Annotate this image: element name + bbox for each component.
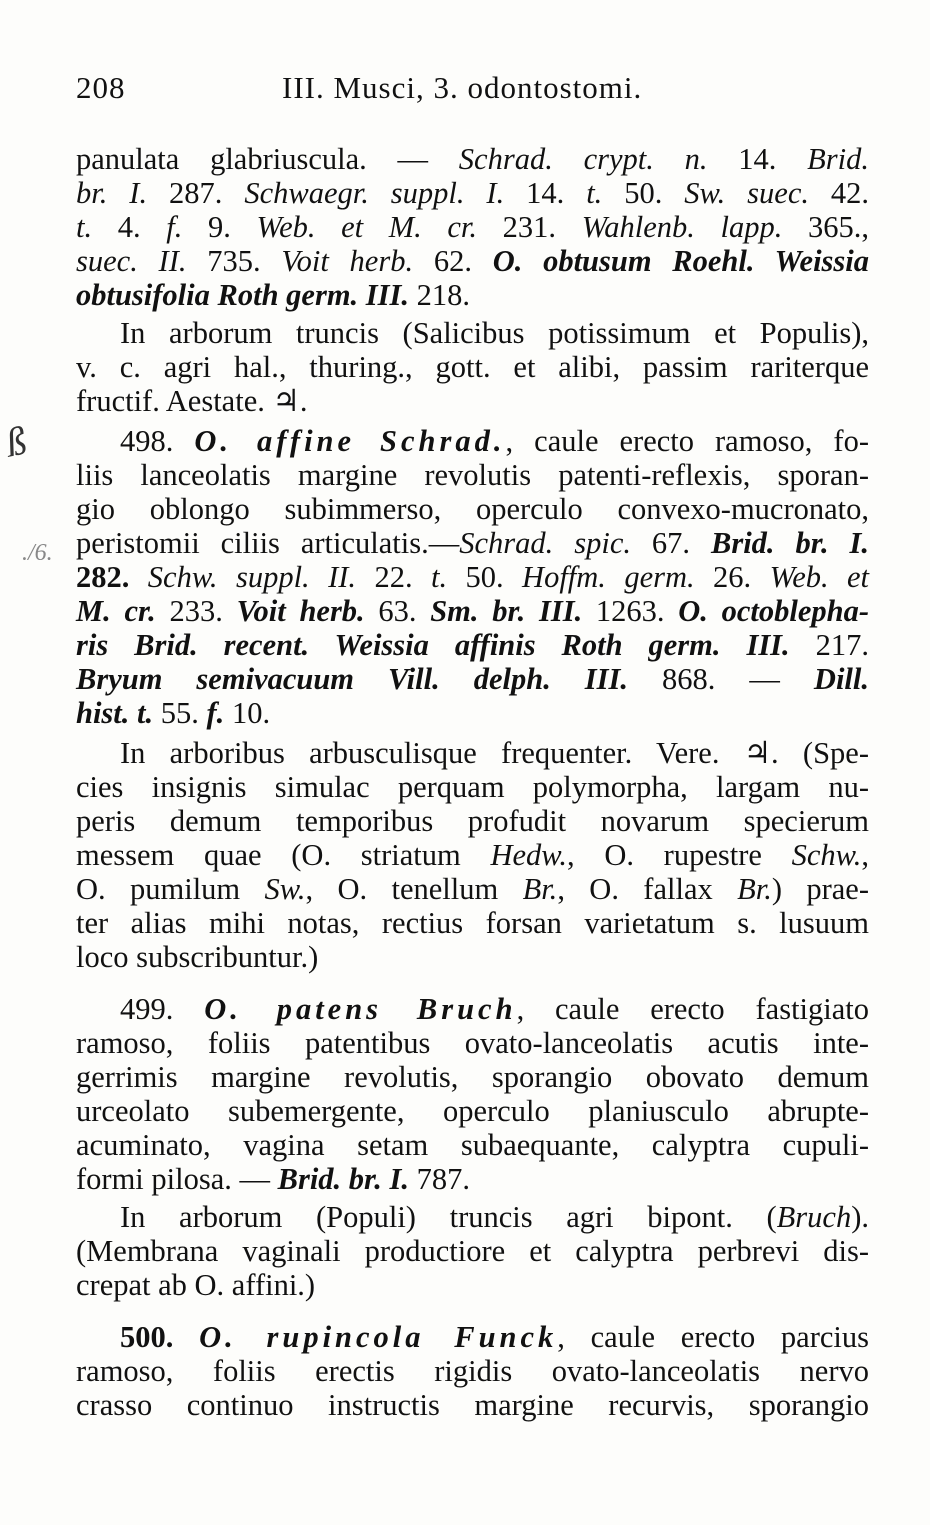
text-line: cies insignis simulac perquam polymorpha, largam nu- bbox=[76, 770, 869, 804]
text-line: acuminato, vagina setam subaequante, calyptra cupuli- bbox=[76, 1128, 869, 1162]
text-line: gio oblongo subimmerso, operculo convexo-mucronato, bbox=[76, 492, 869, 526]
text-line: In arborum truncis (Salicibus potissimum et Populis), bbox=[120, 316, 869, 350]
text-line: suec. II. 735. Voit herb. 62. O. obtusum Roehl. Weissia bbox=[76, 244, 870, 278]
text-line: hist. t. 55. f. 10. bbox=[76, 696, 271, 730]
text-line: messem quae (O. striatum Hedw., O. rupestre Schw., bbox=[76, 838, 869, 872]
text-line: In arborum (Populi) truncis agri bipont. (Bruch). bbox=[120, 1200, 869, 1234]
text-line: urceolato subemergente, operculo planiusculo abrupte- bbox=[76, 1094, 869, 1128]
text-line: peris demum temporibus profudit novarum specierum bbox=[76, 804, 869, 838]
margin-annotation-handwritten: ß bbox=[1, 417, 31, 466]
entry-heading-499: 499. O. patens Bruch, caule erecto fastigiato bbox=[120, 992, 870, 1026]
entry-heading-498: 498. O. affine Schrad., caule erecto ramoso, fo- bbox=[120, 424, 869, 458]
text-line: ter alias mihi notas, rectius forsan varietatum s. lusuum bbox=[76, 906, 869, 940]
text-line: loco subscribuntur.) bbox=[76, 940, 319, 974]
text-line: ramoso, foliis erectis rigidis ovato-lanceolatis nervo bbox=[76, 1354, 869, 1388]
text-line: crepat ab O. affini.) bbox=[76, 1268, 316, 1302]
text-line: obtusifolia Roth germ. III. 218. bbox=[76, 278, 471, 312]
running-title: III. Musci, 3. odontostomi. bbox=[282, 70, 643, 105]
text-line: O. pumilum Sw., O. tenellum Br., O. fallax Br.) prae- bbox=[76, 872, 869, 906]
text-line: 282. Schw. suppl. II. 22. t. 50. Hoffm. germ. 26. Web. et bbox=[76, 560, 870, 594]
text-line: liis lanceolatis margine revolutis patenti-reflexis, sporan- bbox=[76, 458, 869, 492]
text-line: ramoso, foliis patentibus ovato-lanceolatis acutis inte- bbox=[76, 1026, 869, 1060]
text-line: fructif. Aestate. ♃. bbox=[76, 384, 308, 418]
entry-heading-500: 500. O. rupincola Funck, caule erecto parcius bbox=[120, 1320, 869, 1354]
text-line: formi pilosa. — Brid. br. I. 787. bbox=[76, 1162, 470, 1196]
text-line: Bryum semivacuum Vill. delph. III. 868. — Dill. bbox=[76, 662, 869, 696]
text-line: gerrimis margine revolutis, sporangio obovato demum bbox=[76, 1060, 869, 1094]
page-header bbox=[76, 70, 876, 114]
text-line: peristomii ciliis articulatis.—Schrad. spic. 67. Brid. br. I. bbox=[76, 526, 869, 560]
text-line: crasso continuo instructis margine recurvis, sporangio bbox=[76, 1388, 869, 1422]
text-line: t. 4. f. 9. Web. et M. cr. 231. Wahlenb. lapp. 365., bbox=[76, 210, 870, 244]
margin-annotation-faint: ./6. bbox=[22, 540, 53, 566]
text-line: ris Brid. recent. Weissia affinis Roth germ. III. 217. bbox=[76, 628, 869, 662]
text-line: (Membrana vaginali productiore et calyptra perbrevi dis- bbox=[76, 1234, 869, 1268]
text-line: br. I. 287. Schwaegr. suppl. I. 14. t. 50. Sw. suec. 42. bbox=[76, 176, 870, 210]
text-line: panulata glabriuscula. — Schrad. crypt. n. 14. Brid. bbox=[76, 142, 870, 176]
text-line: M. cr. 233. Voit herb. 63. Sm. br. III. 1263. O. octoblepha- bbox=[76, 594, 870, 628]
text-line: v. c. agri hal., thuring., gott. et alibi, passim rariterque bbox=[76, 350, 869, 384]
text-line: In arboribus arbusculisque frequenter. Vere. ♃. (Spe- bbox=[120, 736, 869, 770]
page-number: 208 bbox=[76, 70, 126, 105]
